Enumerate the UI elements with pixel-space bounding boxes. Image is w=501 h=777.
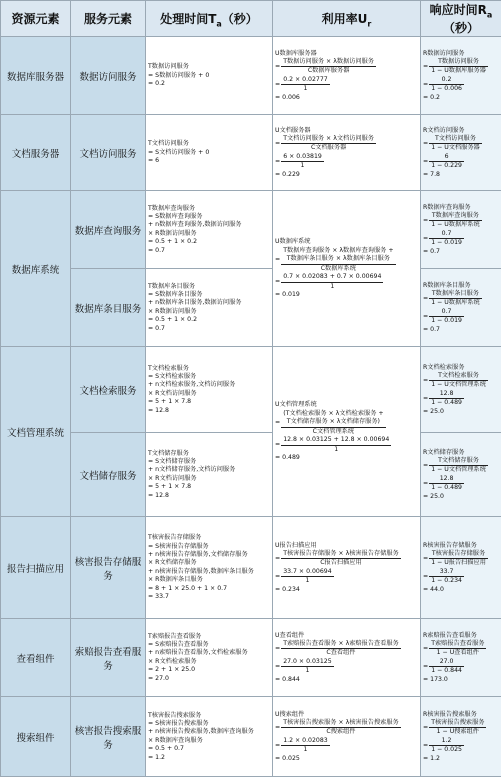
resp-formula: R文档检索服务 = $\frac{\text{T文档检索服务}}{\text{1 − U文档管理系统}}$ = $\frac{12.8}{1 - 0.489}$ = 25.0 <box>421 347 501 433</box>
table-row <box>1 269 501 347</box>
util-formula: U数据库服务器 = $\frac{\text{T数据访问服务 × λ数据访问服务}}{\text{C数据库服务器}}$ = $\frac{0.2 \times 0.02777}{1}$ = 0.006 <box>273 37 421 115</box>
time-formula: T数据访问服务 = S数据访问服务 + 0 = 0.2 <box>146 37 273 115</box>
resource-cell: 文档管理系统 <box>1 347 71 517</box>
header-service: 服务元素 <box>71 1 146 37</box>
service-cell: 文档储存服务 <box>71 433 146 517</box>
time-formula: T文档储存服务 = S文档储存服务 + n文档储存服务,文档访问服务 × R文档访问服务 = 5 + 1 × 7.8 = 12.8 <box>146 433 273 517</box>
header-response: 响应时间$R_a$ （秒） <box>421 1 501 37</box>
time-formula: T数据库条目服务 = S数据库条目服务 + n数据库条目服务,数据访问服务 × R数据访问服务 = 0.5 + 1 × 0.2 = 0.7 <box>146 269 273 347</box>
table-row <box>1 619 501 697</box>
time-formula: T索赔报告查看服务 = S索赔报告查看服务 + n索赔报告查看服务,文档检索服务 × R文档检索服务 = 2 + 1 × 25.0 = 27.0 <box>146 619 273 697</box>
service-cell: 核害报告搜索服务 <box>71 697 146 777</box>
service-cell: 核害报告存储服务 <box>71 517 146 619</box>
time-formula: T核害报告存储服务 = S核害报告存储服务 + n核害报告存储服务,文档储存服务 × R文档储存服务 + n核害报告存储服务,数据库条目服务 × R数据库条目服务 = 8 + 1 × 25.0 + 1 × 0.7 = 33.7 <box>146 517 273 619</box>
resp-formula: R文档储存服务 = $\frac{\text{T文档储存服务}}{\text{1 − U文档管理系统}}$ = $\frac{12.8}{1 - 0.489}$ = 25.0 <box>421 433 501 517</box>
resp-formula: R数据访问服务 = $\frac{\text{T数据访问服务}}{\text{1 − U数据库服务器}}$ = $\frac{0.2}{1 - 0.006}$ = 0.2 <box>421 37 501 115</box>
resource-cell: 数据库服务器 <box>1 37 71 115</box>
resp-formula: R索赔报告查看服务 = $\frac{\text{T索赔报告查看服务}}{\text{1 − U查看组件}}$ = $\frac{27.0}{1 - 0.844}$ = 173.0 <box>421 619 501 697</box>
service-cell: 数据库查询服务 <box>71 191 146 269</box>
util-formula: U文档管理系统 = (T文档检索服务 × λ文档检索服务 + T文档储存服务 × λ文档储存服务) C文档管理系统 = $\frac{12.8 \times 0.03125 + 12.8 \times 0.00694}{1}$ = 0.489 <box>273 347 421 517</box>
service-cell: 数据库条目服务 <box>71 269 146 347</box>
time-formula: T核害报告搜索服务 = S核害报告搜索服务 + n核害报告搜索服务,数据库查询服务 × R数据库查询服务 = 0.5 + 0.7 = 1.2 <box>146 697 273 777</box>
util-formula: U文档服务器 = $\frac{\text{T文档访问服务 × λ文档访问服务}}{\text{C文档服务器}}$ = $\frac{6 \times 0.03819}{1}$ = 0.229 <box>273 115 421 191</box>
table-row <box>1 697 501 777</box>
header-row <box>1 1 501 37</box>
resp-formula: R核害报告搜索服务 = $\frac{\text{T核害报告搜索服务}}{\text{1 − U搜索组件}}$ = $\frac{1.2}{1 - 0.025}$ = 1.2 <box>421 697 501 777</box>
resp-formula: R数据库查询服务 = $\frac{\text{T数据库查询服务}}{\text{1 − U数据库系统}}$ = $\frac{0.7}{1 - 0.019}$ = 0.7 <box>421 191 501 269</box>
resp-formula: R数据库条目服务 = $\frac{\text{T数据库条目服务}}{\text{1 − U数据库系统}}$ = $\frac{0.7}{1 - 0.019}$ = 0.7 <box>421 269 501 347</box>
service-cell: 索赔报告查看服务 <box>71 619 146 697</box>
resource-cell: 搜索组件 <box>1 697 71 777</box>
util-formula: U报告扫描应用 = $\frac{\text{T核害报告存储服务 × λ核害报告存储服务}}{\text{C报告扫描应用}}$ = $\frac{33.7 \times 0.00694}{1}$ = 0.234 <box>273 517 421 619</box>
resource-cell: 查看组件 <box>1 619 71 697</box>
time-formula: T文档访问服务 = S文档访问服务 + 0 = 6 <box>146 115 273 191</box>
resource-cell: 文档服务器 <box>1 115 71 191</box>
table-row <box>1 115 501 191</box>
service-cell: 文档访问服务 <box>71 115 146 191</box>
table-row <box>1 191 501 269</box>
header-utilization: 利用率$U_r$ <box>273 1 421 37</box>
resource-cell: 报告扫描应用 <box>1 517 71 619</box>
time-formula: T文档检索服务 = S文档检索服务 + n文档检索服务,文档访问服务 × R文档访问服务 = 5 + 1 × 7.8 = 12.8 <box>146 347 273 433</box>
service-cell: 数据访问服务 <box>71 37 146 115</box>
header-resource: 资源元素 <box>1 1 71 37</box>
resource-cell: 数据库系统 <box>1 191 71 347</box>
table-row <box>1 433 501 517</box>
header-time: 处理时间$T_a$（秒） <box>146 1 273 37</box>
util-formula: U查看组件 = $\frac{\text{T索赔报告查看服务 × λ索赔报告查看服务}}{\text{C查看组件}}$ = $\frac{27.0 \times 0.03125}{1}$ = 0.844 <box>273 619 421 697</box>
service-cell: 文档检索服务 <box>71 347 146 433</box>
table-row <box>1 347 501 433</box>
util-formula: U搜索组件 = $\frac{\text{T核害报告搜索服务 × λ核害报告搜索服务}}{\text{C搜索组件}}$ = $\frac{1.2 \times 0.02083}{1}$ = 0.025 <box>273 697 421 777</box>
time-formula: T数据库查询服务 = S数据库查询服务 + n数据库查询服务,数据访问服务 × R数据访问服务 = 0.5 + 1 × 0.2 = 0.7 <box>146 191 273 269</box>
resp-formula: R文档访问服务 = $\frac{\text{T文档访问服务}}{\text{1 − U文档服务器}}$ = $\frac{6}{1 - 0.229}$ = 7.8 <box>421 115 501 191</box>
table-row <box>1 37 501 115</box>
util-formula: U数据库系统 = T数据库查询服务 × λ数据库查询服务 + T数据库条目服务 × λ数据库条目服务 C数据库系统 = $\frac{0.7 \times 0.02083 + 0.7 \times 0.00694}{1}$ = 0.019 <box>273 191 421 347</box>
resp-formula: R核害报告存储服务 = $\frac{\text{T核害报告存储服务}}{\text{1 − U报告扫描应用}}$ = $\frac{33.7}{1 - 0.234}$ = 44.0 <box>421 517 501 619</box>
table-row <box>1 517 501 619</box>
